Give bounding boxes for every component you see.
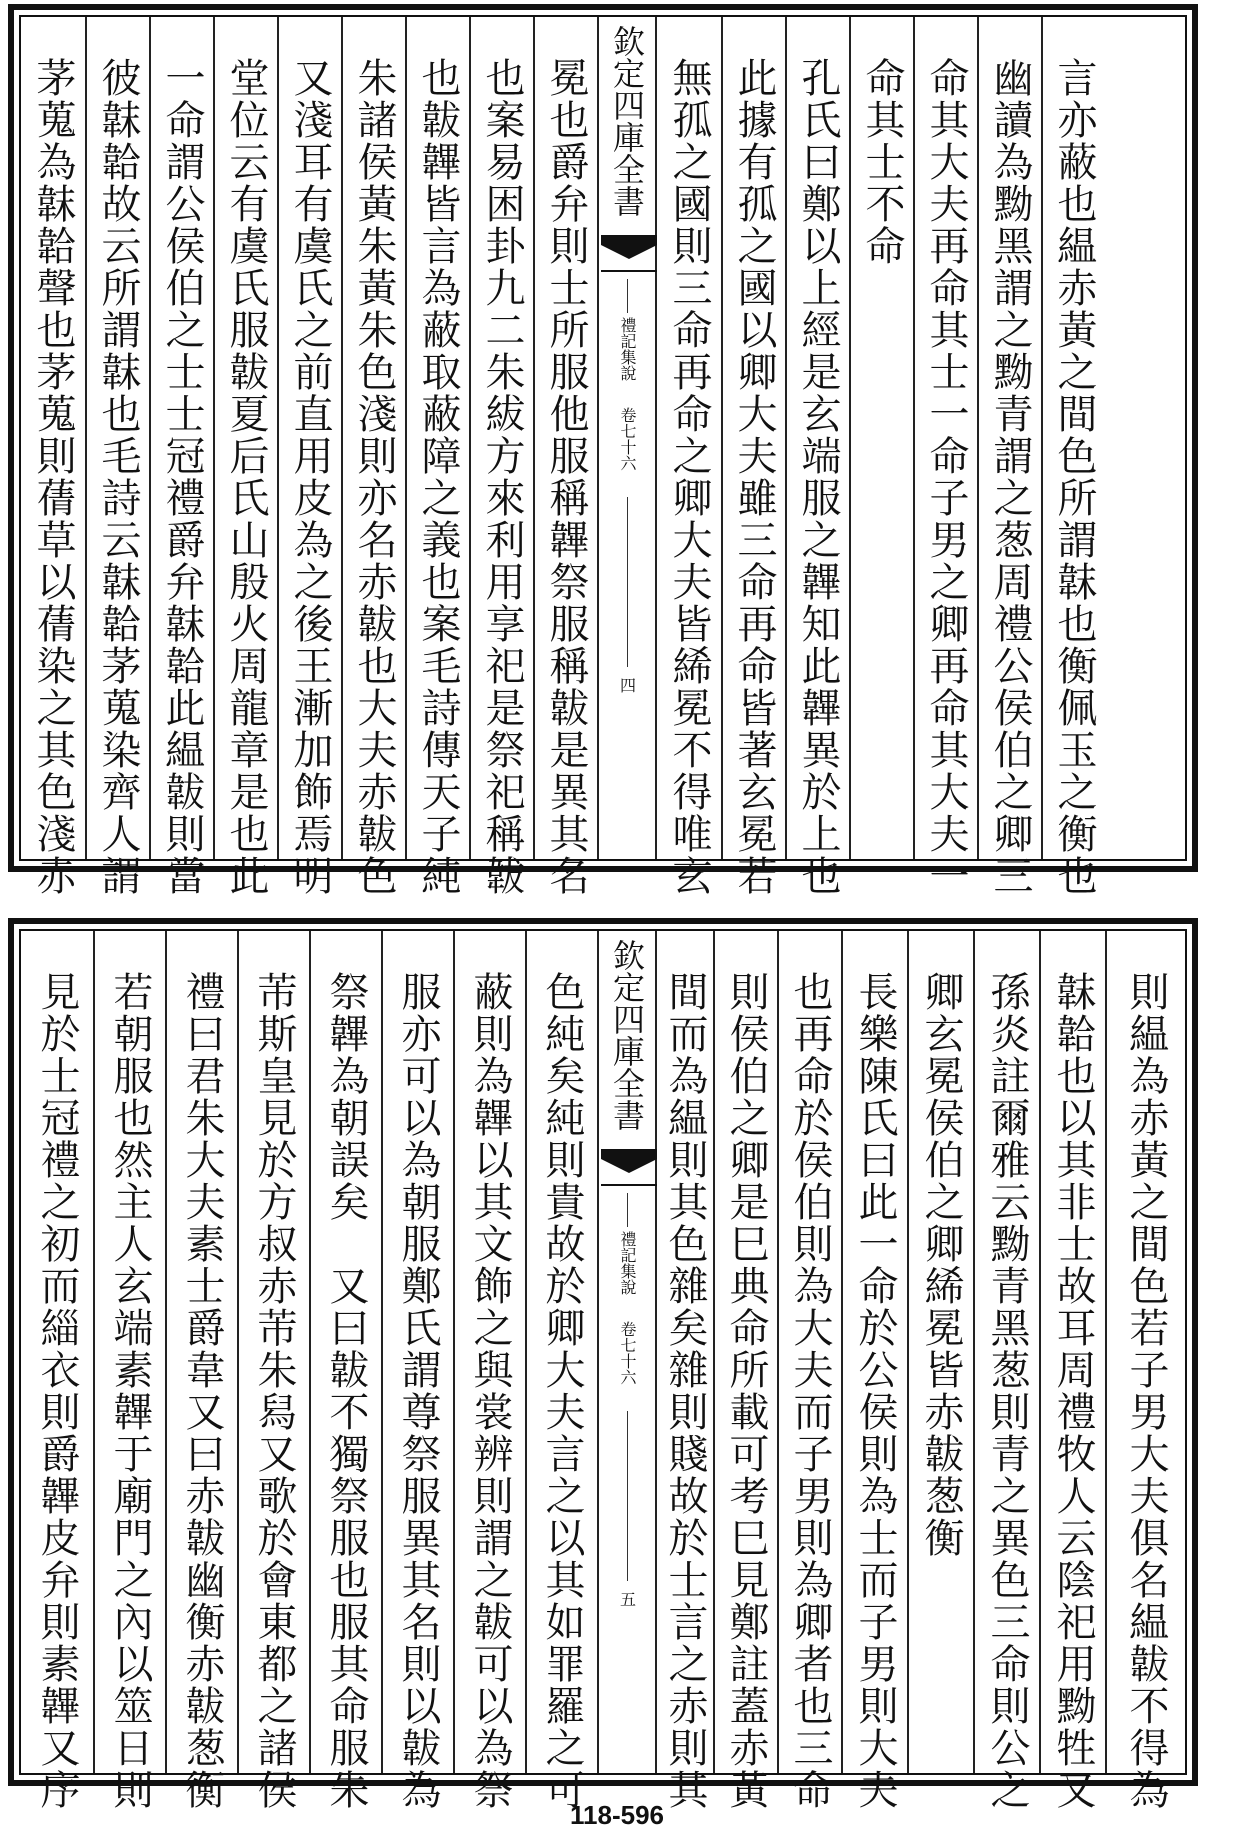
center-gutter [597,17,657,859]
text-column: 命其大夫再命其士一命子男之卿再命其大夫一 [913,17,977,859]
text-column: 幽讀為黝黑謂之黝青謂之葱周禮公侯伯之卿三 [977,17,1041,859]
gutter-rule [627,1411,628,1581]
text-column: 言亦蔽也緼赤黃之間色所謂韎也衡佩玉之衡也 [1041,17,1105,859]
text-column: 色純矣純則貴故於卿大夫言之以其如罪羅之可 [525,931,597,1773]
text-column: 見於士冠禮之初而緇衣則爵韠皮弁則素韠又序 [34,971,80,1811]
top-page [8,4,1198,897]
fishtail-mark-icon [601,1149,657,1189]
gutter-title: 欽定四庫全書 [608,939,646,1131]
page-number: 四 [617,677,637,693]
text-column: 冕也爵弁則士所服他服稱韠祭服稱韍是異其名 [533,17,597,859]
text-column: 無孤之國則三命再命之卿大夫皆絺冕不得唯玄 [666,57,712,897]
gutter-rule [627,1193,628,1227]
text-column: 命其士不命 [849,17,913,859]
text-column: 禮曰君朱大夫素士爵韋又曰赤韍幽衡赤韍葱衡 [165,931,237,1773]
text-column: 茅蒐為韎韐聲也茅蒐則蒨草以蒨染之其色淺赤 [30,57,76,897]
text-column: 則侯伯之卿是巳典命所載可考巳見鄭註蓋赤黃 [713,931,777,1773]
gutter-book-info [617,1231,637,1295]
text-column: 朱諸侯黃朱黃朱色淺則亦名赤韍也大夫赤韍色 [341,17,405,859]
text-column: 服亦可以為朝服鄭氏謂尊祭服異其名則以韍為 [381,931,453,1773]
gutter-volume [617,1321,637,1385]
text-column: 也再命於侯伯則為大夫而子男則為卿者也三命 [777,931,841,1773]
book-title: 禮記集說 [618,317,637,381]
text-column: 也案易困卦九二朱紱方來利用享祀是祭祀稱韍 [469,17,533,859]
text-column: 也韍韠皆言為蔽取蔽障之義也案毛詩傳天子純 [405,17,469,859]
gutter-book-info [617,317,637,381]
text-column: 堂位云有虞氏服韍夏后氏山殷火周龍章是也此 [213,17,277,859]
gutter-rule [627,279,628,313]
fishtail-mark-icon [601,235,657,275]
text-column: 蔽則為韠以其文飾之與裳辨則謂之韍可以為祭 [453,931,525,1773]
text-column: 間而為緼則其色雜矣雜則賤故於士言之赤則其 [662,971,708,1811]
text-column: 此據有孤之國以卿大夫雖三命再命皆著玄冕若 [721,17,785,859]
text-column: 若朝服也然主人玄端素韠于廟門之內以筮日則 [93,931,165,1773]
bottom-page-frame [19,929,1187,1811]
text-column: 則緼為赤黃之間色若子男大夫俱名緼韍不得為 [1105,931,1185,1773]
top-page-frame [19,15,1187,897]
center-gutter [597,931,657,1773]
gutter-volume [617,407,637,471]
text-column: 韎韐也以其非士故耳周禮牧人云陰祀用黝牲又 [1039,931,1105,1773]
text-column: 卿玄冕侯伯之卿絺冕皆赤韍葱衡 [907,931,973,1773]
text-column: 彼韎韐故云所謂韎也毛詩云韎韐茅蒐染齊人謂 [85,17,149,859]
text-column: 芾斯皇見於方叔赤芾朱舄又歌於會東都之諸侯 [237,931,309,1773]
gutter-title: 欽定四庫全書 [608,25,646,217]
bottom-page [8,918,1198,1811]
book-title: 禮記集說 [618,1231,637,1295]
volume-label: 卷七十六 [618,407,637,471]
volume-label: 卷七十六 [618,1321,637,1385]
text-column: 孔氏曰鄭以上經是玄端服之韠知此韠異於上也 [785,17,849,859]
text-column: 又淺耳有虞氏之前直用皮為之後王漸加飾焉明 [277,17,341,859]
page-number: 五 [617,1591,637,1607]
text-column: 祭韠為朝誤矣 又曰韍不獨祭服也服其命服朱 [309,931,381,1773]
text-column: 長樂陳氏曰此一命於公侯則為士而子男則大夫 [841,931,907,1773]
text-column: 一命謂公侯伯之士士冠禮爵弁韎韐此緼韍則當 [149,17,213,859]
page-footer-number: 118-596 [570,1800,664,1830]
gutter-rule [627,497,628,667]
text-column: 孫炎註爾雅云黝青黑葱則青之異色三命則公之 [973,931,1039,1773]
